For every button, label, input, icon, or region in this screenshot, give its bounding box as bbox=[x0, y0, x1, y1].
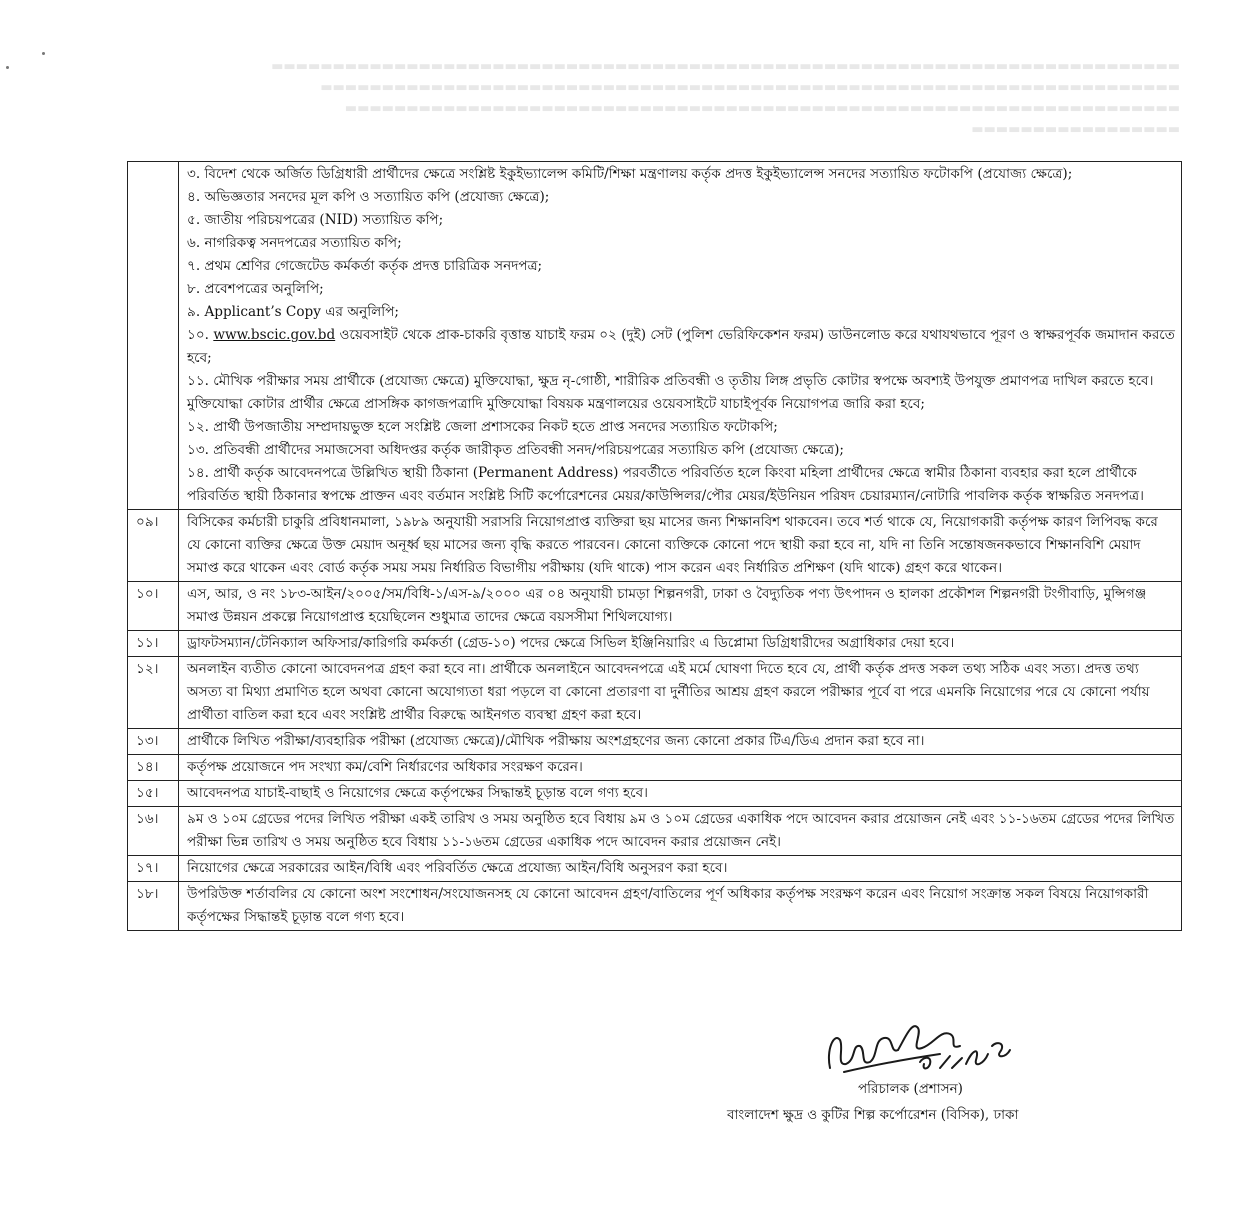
list-item: ৫. জাতীয় পরিচয়পত্রের (NID) সত্যায়িত কপি; bbox=[187, 212, 444, 228]
list-item: ৮. প্রবেশপত্রের অনুলিপি; bbox=[187, 281, 324, 297]
table-row bbox=[128, 510, 1182, 582]
row-number: ১৮। bbox=[128, 882, 179, 931]
table-row bbox=[128, 781, 1182, 807]
row-text: অনলাইন ব্যতীত কোনো আবেদনপত্র গ্রহণ করা হবে না। প্রার্থীকে অনলাইনে আবেদনপত্রে এই মর্মে ঘোষণা দিতে হবে যে, প্রার্থী কর্তৃক প্রদত্ত সকল তথ্য সঠিক এবং সত্য। প্রদত্ত তথ্য অসত্য বা মিথ্যা প্রমাণিত হলে অথবা কোনো অযোগ্যতা ধরা পড়লে বা কোনো প্রতারণা বা দুর্নীতির আশ্রয় গ্রহণ করলে পরীক্ষার পূর্বে বা পরে এমনকি নিয়োগের পরে যে কোনো পর্যায় প্রার্থীতা বাতিল করা হবে এবং সংশ্লিষ্ট প্রার্থীর বিরুদ্ধে আইনগত ব্যবস্থা গ্রহণ করা হবে। bbox=[179, 657, 1182, 729]
list-item: ১৪. প্রার্থী কর্তৃক আবেদনপত্রে উল্লিখিত স্থায়ী ঠিকানা (Permanent Address) পরবর্তীতে পরিবর্তিত হলে কিংবা মহিলা প্রার্থীদের ক্ষেত্রে স্বামীর ঠিকানা ব্যবহার করা হলে প্রার্থীকে পরিবর্তিত স্থায়ী ঠিকানার স্বপক্ষে প্রাক্তন এবং বর্তমান সংশ্লিষ্ট সিটি কর্পোরেশনের মেয়র/কাউন্সিলর/পৌর মেয়র/ইউনিয়ন পরিষদ চেয়ারম্যান/নোটারি পাবলিক কর্তৃক স্বাক্ষরিত সনদপত্র। bbox=[187, 465, 1144, 504]
row-text: ড্রাফটসম্যান/টেনিক্যাল অফিসার/কারিগরি কর্মকর্তা (গ্রেড-১০) পদের ক্ষেত্রে সিভিল ইঞ্জিনিয়ারিং এ ডিপ্লোমা ডিগ্রিধারীদের অগ্রাধিকার দেয়া হবে। bbox=[179, 631, 1182, 657]
list-item bbox=[187, 324, 1175, 370]
list-item: ৯. Applicant’s Copy এর অনুলিপি; bbox=[187, 304, 399, 320]
row-number-cell bbox=[128, 162, 179, 510]
row-text: বিসিকের কর্মচারী চাকুরি প্রবিধানমালা, ১৯৮৯ অনুযায়ী সরাসরি নিয়োগপ্রাপ্ত ব্যক্তিরা ছয় মাসের জন্য শিক্ষানবিশ থাকবেন। তবে শর্ত থাকে যে, নিয়োগকারী কর্তৃপক্ষ কারণ লিপিবদ্ধ করে যে কোনো ব্যক্তির ক্ষেত্রে উক্ত মেয়াদ অনূর্ধ্ব ছয় মাসের জন্য বৃদ্ধি করতে পারবেন। কোনো ব্যক্তিকে কোনো পদে স্থায়ী করা হবে না, যদি না তিনি সন্তোষজনকভাবে শিক্ষানবিশি মেয়াদ সমাপ্ত করে থাকেন এবং বোর্ড কর্তৃক সময় সময় নির্ধারিত বিভাগীয় পরীক্ষায় (যদি থাকে) পাস করেন এবং নির্ধারিত প্রশিক্ষণ (যদি থাকে) গ্রহণ করে থাকেন। bbox=[179, 510, 1182, 582]
list-item: ৭. প্রথম শ্রেণির গেজেটেড কর্মকর্তা কর্তৃক প্রদত্ত চারিত্রিক সনদপত্র; bbox=[187, 258, 543, 274]
row-number: ১৫। bbox=[128, 781, 179, 807]
table-row bbox=[128, 729, 1182, 755]
row-number: ১৭। bbox=[128, 856, 179, 882]
table-row bbox=[128, 631, 1182, 657]
bscic-website-link[interactable]: www.bscic.gov.bd bbox=[213, 327, 336, 343]
row-number: ০৯। bbox=[128, 510, 179, 582]
row-text: নিয়োগের ক্ষেত্রে সরকারের আইন/বিধি এবং পরিবর্তিত ক্ষেত্রে প্রযোজ্য আইন/বিধি অনুসরণ করা হবে। bbox=[179, 856, 1182, 882]
row-text: আবেদনপত্র যাচাই-বাছাই ও নিয়োগের ক্ষেত্রে কর্তৃপক্ষের সিদ্ধান্তই চূড়ান্ত বলে গণ্য হবে। bbox=[179, 781, 1182, 807]
row-number: ১৪। bbox=[128, 755, 179, 781]
table-row bbox=[128, 807, 1182, 856]
row-number: ১১। bbox=[128, 631, 179, 657]
table-row bbox=[128, 582, 1182, 631]
signatory-organization: বাংলাদেশ ক্ষুদ্র ও কুটির শিল্প কর্পোরেশন (বিসিক), ঢাকা bbox=[727, 1107, 1019, 1123]
row-number: ১৩। bbox=[128, 729, 179, 755]
required-documents-cell bbox=[179, 162, 1182, 510]
list-item: ১১. মৌখিক পরীক্ষার সময় প্রার্থীকে (প্রযোজ্য ক্ষেত্রে) মুক্তিযোদ্ধা, ক্ষুদ্র নৃ-গোষ্ঠী, শারীরিক প্রতিবন্ধী ও তৃতীয় লিঙ্গ প্রভৃতি কোটার স্বপক্ষে অবশ্যই উপযুক্ত প্রমাণপত্র দাখিল করতে হবে। মুক্তিযোদ্ধা কোটার প্রার্থীর ক্ষেত্রে প্রাসঙ্গিক কাগজপত্রাদি মুক্তিযোদ্ধা বিষয়ক মন্ত্রণালয়ের ওয়েবসাইটে যাচাইপূর্বক নিয়োগপত্র জারি করা হবে; bbox=[187, 373, 1154, 412]
row-text: এস, আর, ও নং ১৮৩-আইন/২০০৫/সম/বিধি-১/এস-৯/২০০০ এর ০৪ অনুযায়ী চামড়া শিল্পনগরী, ঢাকা ও বৈদ্যুতিক পণ্য উৎপাদন ও হালকা প্রকৌশল শিল্পনগরী টংগীবাড়ি, মুন্সিগঞ্জ সমাপ্ত উন্নয়ন প্রকল্পে নিয়োগপ্রাপ্ত হয়েছিলেন শুধুমাত্র তাদের ক্ষেত্রে বয়সসীমা শিথিলযোগ্য। bbox=[179, 582, 1182, 631]
list-item-suffix: ওয়েবসাইট থেকে প্রাক-চাকরি বৃত্তান্ত যাচাই ফরম ০২ (দুই) সেট (পুলিশ ভেরিফিকেশন ফরম) ডাউনলোড করে যথাযথভাবে পূরণ ও স্বাক্ষরপূর্বক জমাদান করতে হবে; bbox=[187, 327, 1175, 366]
table-row bbox=[128, 882, 1182, 931]
row-text: প্রার্থীকে লিখিত পরীক্ষা/ব্যবহারিক পরীক্ষা (প্রযোজ্য ক্ষেত্রে)/মৌখিক পরীক্ষায় অংশগ্রহণের জন্য কোনো প্রকার টিএ/ডিএ প্রদান করা হবে না। bbox=[179, 729, 1182, 755]
list-item: ১৩. প্রতিবন্ধী প্রার্থীদের সমাজসেবা অধিদপ্তর কর্তৃক জারীকৃত প্রতিবন্ধী সনদ/পরিচয়পত্রের সত্যায়িত কপি (প্রযোজ্য ক্ষেত্রে); bbox=[187, 442, 845, 458]
table-row bbox=[128, 657, 1182, 729]
recruitment-terms-table bbox=[127, 161, 1182, 931]
table-row bbox=[128, 856, 1182, 882]
table-row bbox=[128, 162, 1182, 510]
list-item: ৩. বিদেশ থেকে অর্জিত ডিগ্রিধারী প্রার্থীদের ক্ষেত্রে সংশ্লিষ্ট ইকুইভ্যালেন্স কমিটি/শিক্ষা মন্ত্রণালয় কর্তৃক প্রদত্ত ইকুইভ্যালেন্স সনদের সত্যায়িত ফটোকপি (প্রযোজ্য ক্ষেত্রে); bbox=[187, 166, 1073, 182]
list-item: ৪. অভিজ্ঞতার সনদের মূল কপি ও সত্যায়িত কপি (প্রযোজ্য ক্ষেত্রে); bbox=[187, 189, 550, 205]
row-number: ১৬। bbox=[128, 807, 179, 856]
row-number: ১০। bbox=[128, 582, 179, 631]
signatory-designation: পরিচালক (প্রশাসন) bbox=[858, 1081, 963, 1097]
row-text: ৯ম ও ১০ম গ্রেডের পদের লিখিত পরীক্ষা একই তারিখ ও সময় অনুষ্ঠিত হবে বিধায় ৯ম ও ১০ম গ্রেডের একাধিক পদে আবেদন করার প্রয়োজন নেই এবং ১১-১৬তম গ্রেডের পদের লিখিত পরীক্ষা ভিন্ন তারিখ ও সময় অনুষ্ঠিত হবে বিধায় ১১-১৬তম গ্রেডের একাধিক পদে আবেদন করার প্রয়োজন নেই। bbox=[179, 807, 1182, 856]
scan-speck bbox=[6, 66, 9, 69]
list-item: ৬. নাগরিকত্ব সনদপত্রের সত্যায়িত কপি; bbox=[187, 235, 402, 251]
list-item-prefix: ১০. bbox=[187, 327, 214, 343]
scan-speck bbox=[42, 52, 45, 55]
row-text: উপরিউক্ত শর্তাবলির যে কোনো অংশ সংশোধন/সংযোজনসহ যে কোনো আবেদন গ্রহণ/বাতিলের পূর্ণ অধিকার কর্তৃপক্ষ সংরক্ষণ করেন এবং নিয়োগ সংক্রান্ত সকল বিষয়ে নিয়োগকারী কর্তৃপক্ষের সিদ্ধান্তই চূড়ান্ত বলে গণ্য হবে। bbox=[179, 882, 1182, 931]
row-number: ১২। bbox=[128, 657, 179, 729]
reverse-side-bleed-through: ▬▬▬▬▬▬▬▬▬▬▬▬▬▬▬▬▬▬▬▬▬▬▬▬▬▬▬▬▬▬▬▬▬▬▬▬▬▬▬▬▬▬▬▬▬▬▬▬▬▬▬▬▬▬▬▬▬▬▬▬▬▬▬▬▬▬▬▬▬▬▬▬▬▬ ▬▬▬▬▬▬▬▬▬▬▬▬▬▬▬▬▬▬▬▬▬▬▬▬▬▬▬▬▬▬▬▬▬▬▬▬▬▬▬▬▬▬▬▬▬▬▬▬▬▬▬▬▬▬▬▬▬▬▬▬▬▬▬▬▬▬▬▬▬▬ ▬▬▬▬▬▬▬▬▬▬▬▬▬▬▬▬▬▬▬▬▬▬▬▬▬▬▬▬▬▬▬▬▬▬▬▬▬▬▬▬▬▬▬▬▬▬▬▬▬▬▬▬▬▬▬▬▬▬▬▬▬▬▬▬▬▬▬▬ ▬▬▬▬▬▬▬▬▬▬▬▬▬▬▬▬▬ bbox=[271, 59, 1180, 137]
list-item: ১২. প্রার্থী উপজাতীয় সম্প্রদায়ভুক্ত হলে সংশ্লিষ্ট জেলা প্রশাসকের নিকট হতে প্রাপ্ত সনদের সত্যায়িত ফটোকপি; bbox=[187, 419, 778, 435]
table-row bbox=[128, 755, 1182, 781]
row-text: কর্তৃপক্ষ প্রয়োজনে পদ সংখ্যা কম/বেশি নির্ধারণের অধিকার সংরক্ষণ করেন। bbox=[179, 755, 1182, 781]
